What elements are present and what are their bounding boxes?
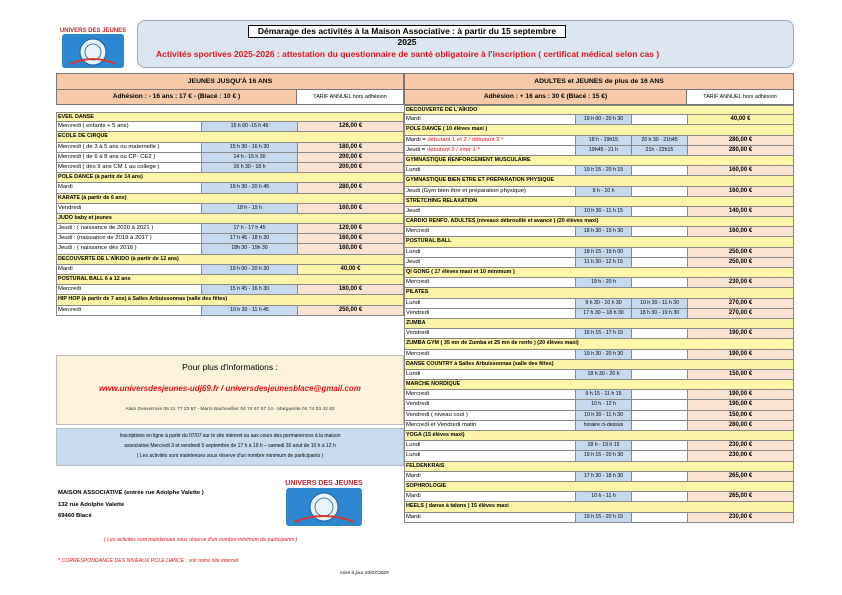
section-header: PILATES — [404, 288, 794, 298]
time-slot-2 — [631, 513, 687, 522]
participants-note: ( Les activités sont maintenues sous réserve d'un nombre minimum de participants ) — [104, 537, 298, 543]
table-row — [404, 227, 794, 237]
price: 160,00 € — [297, 234, 403, 243]
time-slot: 15 h 00 -15 h 45 — [201, 122, 297, 131]
table-row — [404, 309, 794, 319]
activity-day: Mardi — [58, 184, 73, 191]
activity-day: Vendredi — [406, 330, 430, 337]
activity-day: Mercredi — [406, 391, 429, 398]
price: 126,00 € — [297, 122, 403, 131]
activity-day: Mercredi — [58, 286, 81, 293]
logo-lettering: UNIVERS DES JEUNES — [285, 480, 363, 487]
youth-panel-title: JEUNES JUSQU'À 16 ANS — [56, 73, 404, 90]
table-row — [56, 265, 404, 275]
section-header: QI GONG ( 17 élèves maxi et 10 minimum ) — [404, 268, 794, 278]
price: 180,00 € — [297, 143, 403, 152]
section-header: DECOUVERTE DE L'AÏKIDO (à partir de 12 ans) — [56, 255, 404, 265]
info-title: Pour plus d'informations : — [182, 362, 278, 372]
website-email-link[interactable]: www.universdesjeunes-udj69.fr / universdesjeunesblace@gmail.com — [99, 384, 361, 393]
time-slot: 19 h 30 - 20 h 45 — [201, 183, 297, 192]
price: 270,00 € — [687, 309, 793, 318]
price: 40,00 € — [687, 115, 793, 124]
table-row — [404, 146, 794, 156]
time-slot: 17 h 45 - 18 h 30 — [201, 234, 297, 243]
time-slot: 19 h - 20 h — [575, 278, 631, 287]
activity-day: Lundi — [406, 370, 421, 377]
time-slot-2 — [631, 411, 687, 420]
time-slot-2 — [631, 390, 687, 399]
adult-panel — [404, 73, 794, 523]
time-slot-2 — [631, 492, 687, 501]
time-slot: 19 h 15 - 20 h 30 — [575, 451, 631, 460]
price: 40,00 € — [297, 265, 403, 274]
table-row — [404, 400, 794, 410]
time-slot: 10 h - 12 h — [575, 400, 631, 409]
price: 190,00 € — [687, 390, 793, 399]
time-slot-2 — [631, 441, 687, 450]
time-slot-2: 20 h 30 - 21h45 — [631, 136, 687, 145]
youth-activity-table — [56, 112, 404, 316]
activity-day: Mardi — [58, 265, 73, 272]
youth-panel — [56, 73, 404, 316]
address-block — [58, 488, 204, 523]
activity-day: Mercredi — [58, 306, 81, 313]
section-header: DECOUVERTE DE L'AÏKIDO — [404, 105, 794, 115]
inscriptions-box — [56, 428, 404, 466]
youth-adhesion: Adhésion : - 16 ans : 17 € - (Blacé : 10 € ) — [57, 90, 297, 104]
table-row — [404, 472, 794, 482]
time-slot-2: 21h - 22h15 — [631, 146, 687, 155]
time-slot: 18 h - 19 h — [201, 204, 297, 213]
time-slot-2 — [631, 278, 687, 287]
page-title: Démarage des activités à la Maison Associative : à partir du 15 septembre 2025 — [248, 25, 566, 38]
activity-day: Mardi — [406, 116, 421, 123]
univers-des-jeunes-logo — [60, 24, 126, 70]
table-row — [404, 207, 794, 217]
header-box — [137, 20, 794, 68]
activity-day: Mercredi ( de 3 à 5 ans ou maternelle ) — [58, 143, 160, 150]
activity-day — [405, 136, 575, 145]
activity-day-label: Mardi = — [406, 136, 428, 143]
table-row — [404, 350, 794, 360]
activity-day: Lundi — [406, 248, 421, 255]
price: 230,00 € — [687, 441, 793, 450]
table-row — [56, 285, 404, 295]
price: 150,00 € — [687, 411, 793, 420]
activity-day: Mercredi ( enfants + 5 ans) — [58, 123, 129, 130]
price: 190,00 € — [687, 400, 793, 409]
table-row — [404, 115, 794, 125]
table-row — [56, 306, 404, 316]
table-row — [404, 370, 794, 380]
section-header: POLE DANCE ( 10 élèves maxi ) — [404, 125, 794, 135]
activity-day: Vendredi ( niveau cool ) — [406, 411, 468, 418]
time-slot: 19h45 - 21 h — [575, 146, 631, 155]
youth-adhesion-row — [56, 90, 404, 105]
page-subtitle: Activités sportives 2025-2026 : attestation du questionnaire de santé obligatoire à l'inscription ( certificat médical selon cas ) — [156, 49, 660, 59]
activity-day: Mercredi ( dès 9 ans CM 1 au college ) — [58, 163, 160, 170]
time-slot: 10 h 30 - 11 h 15 — [575, 207, 631, 216]
section-header: GYMNASTIQUE BIEN ETRE ET PREPARATION PHYSIQUE — [404, 176, 794, 186]
activity-day: Mercredi — [406, 279, 429, 286]
table-row — [56, 163, 404, 173]
adult-adhesion: Adhésion : + 16 ans : 30 € (Blacé : 15 €) — [405, 90, 687, 104]
time-slot: 18 h 30 - 20 h — [575, 370, 631, 379]
activity-day: Jeudi : ( naissance dès 2016 ) — [58, 245, 137, 252]
address-line-2: 132 rue Adolphe Valette — [58, 501, 125, 508]
price: 265,00 € — [687, 492, 793, 501]
price: 280,00 € — [297, 183, 403, 192]
table-row — [56, 244, 404, 254]
time-slot: 18h 30 - 19h 30 — [201, 244, 297, 253]
time-slot: 18 h 15 - 19 h 00 — [575, 248, 631, 257]
table-row — [404, 329, 794, 339]
price: 200,00 € — [297, 153, 403, 162]
adult-tarif-header: TARIF ANNUEL hors adhésion — [687, 90, 793, 104]
time-slot-2 — [631, 115, 687, 124]
activity-day: Mardi — [406, 493, 421, 500]
section-header: POLE DANCE (à partir de 14 ans) — [56, 173, 404, 183]
table-row — [404, 451, 794, 461]
activity-day: Lundi — [406, 442, 421, 449]
price: 250,00 € — [687, 248, 793, 257]
time-slot: 10 h 30 - 11 h 30 — [575, 411, 631, 420]
adult-adhesion-row — [404, 90, 794, 105]
price: 160,00 € — [687, 166, 793, 175]
price: 190,00 € — [687, 329, 793, 338]
section-header: POSTURAL BALL 6 à 12 ans — [56, 275, 404, 285]
table-row — [56, 143, 404, 153]
table-row — [404, 390, 794, 400]
price: 120,00 € — [297, 224, 403, 233]
section-header: CARDIO RENFO. ADULTES (niveaux débrouillé et avancé ) (20 élèves maxi) — [404, 217, 794, 227]
pole-dance-level: débutant 1 et 2 / débutant 2 * — [427, 136, 504, 143]
table-row — [404, 187, 794, 197]
time-slot: 15 h 45 - 16 h 30 — [201, 285, 297, 294]
time-slot: 19 h 00 - 20 h 30 — [575, 115, 631, 124]
activity-day: Lundi — [406, 167, 421, 174]
time-slot-2 — [631, 421, 687, 430]
section-header: ZUMBA — [404, 319, 794, 329]
price: 160,00 € — [687, 187, 793, 196]
time-slot: 17 h - 17 h 45 — [201, 224, 297, 233]
inscriptions-line-1: Inscriptions en ligne à partir du 07/07 sur le site internet ou aux cours des permanences à la maison — [119, 433, 341, 439]
table-row — [404, 166, 794, 176]
activity-day: Mercredi et Vendredi matin — [406, 421, 477, 428]
time-slot: 9 h 30 - 10 h 30 — [575, 299, 631, 308]
time-slot: 17 h 30 – 18 h 30 — [575, 309, 631, 318]
time-slot-2 — [631, 400, 687, 409]
activity-day — [405, 146, 575, 155]
section-header: FELDENKRAIS — [404, 462, 794, 472]
section-header: ZUMBA GYM ( 35 mn de Zumba et 25 mn de renfo ) (20 élèves maxi) — [404, 339, 794, 349]
adult-panel-title: ADULTES et JEUNES de plus de 16 ANS — [404, 73, 794, 90]
price: 140,00 € — [687, 207, 793, 216]
univers-des-jeunes-logo-bottom — [276, 476, 372, 526]
table-row — [404, 492, 794, 502]
section-header: HEELS ( danse à talons ) 15 élèves maxi — [404, 502, 794, 512]
price: 280,00 € — [687, 421, 793, 430]
table-row — [404, 278, 794, 288]
price: 250,00 € — [687, 258, 793, 267]
time-slot: 15 h 30 - 16 h 30 — [201, 143, 297, 152]
time-slot-2 — [631, 166, 687, 175]
time-slot-2 — [631, 258, 687, 267]
info-box — [56, 355, 404, 425]
price: 160,00 € — [297, 204, 403, 213]
section-header: MARCHE NORDIQUE — [404, 380, 794, 390]
activity-day: Mercredi — [406, 228, 429, 235]
time-slot-2 — [631, 207, 687, 216]
section-header: EVEIL DANSE — [56, 112, 404, 122]
price: 190,00 € — [687, 350, 793, 359]
time-slot-2: 10 h 30 - 11 h 30 — [631, 299, 687, 308]
table-row — [404, 136, 794, 146]
activity-day: Vendredi — [406, 309, 430, 316]
section-header: ECOLE DE CIRQUE — [56, 132, 404, 142]
table-row — [56, 153, 404, 163]
table-row — [56, 122, 404, 132]
activity-day: Jeudi : ( naissance de 2020 à 2021 ) — [58, 225, 154, 232]
price: 160,00 € — [297, 244, 403, 253]
time-slot-2 — [631, 350, 687, 359]
inscriptions-line-3: ( Les activités sont maintenues sous réserve d'un nombre minimum de participants ) — [136, 453, 324, 459]
price: 270,00 € — [687, 299, 793, 308]
time-slot: 18 h - 19 h 15 — [575, 441, 631, 450]
logo-lettering: UNIVERS DES JEUNES — [60, 28, 126, 34]
time-slot: 19 h 15 - 20 h 15 — [575, 513, 631, 522]
activity-day: Lundi — [406, 452, 421, 459]
price: 265,00 € — [687, 472, 793, 481]
activity-day: Jeudi : (naissance de 2019 à 2017 ) — [58, 235, 152, 242]
time-slot: 16 h 15 - 17 h 15 — [575, 329, 631, 338]
time-slot: 9 h - 10 h — [575, 187, 631, 196]
price: 200,00 € — [297, 163, 403, 172]
time-slot: 19 h 30 - 20 h 30 — [575, 350, 631, 359]
section-header: DANSE COUNTRY à Salles Arbuissonnas (salle des fêtes) — [404, 360, 794, 370]
table-row — [404, 258, 794, 268]
time-slot: 17 h 30 - 18 h 30 — [575, 472, 631, 481]
table-row — [404, 513, 794, 523]
time-slot: 10 h - 11 h — [575, 492, 631, 501]
table-row — [56, 224, 404, 234]
update-date: mise à jour 03/07/2025 — [340, 571, 389, 576]
time-slot: 9 h 15 - 11 h 15 — [575, 390, 631, 399]
activity-day: Jeudi — [406, 258, 421, 265]
activity-day: Jeudi — [406, 207, 421, 214]
time-slot-2 — [631, 187, 687, 196]
section-header: KARATE (à partir de 6 ans) — [56, 194, 404, 204]
price: 280,00 € — [687, 136, 793, 145]
table-row — [404, 299, 794, 309]
time-slot: 18 h 30 - 19 h 30 — [575, 227, 631, 236]
inscriptions-line-2: associative Mercredi 3 et vendredi 5 septembre de 17 h à 19 h – samedi 30 aout de 10 h à 12 h — [124, 443, 336, 449]
table-row — [56, 183, 404, 193]
time-slot-2 — [631, 248, 687, 257]
price: 230,00 € — [687, 451, 793, 460]
time-slot: 19 h 15 - 20 h 15 — [575, 166, 631, 175]
section-header: SOPHROLOGIE — [404, 482, 794, 492]
time-slot: horaire ci-dessus — [575, 421, 631, 430]
time-slot-2 — [631, 227, 687, 236]
time-slot-2 — [631, 451, 687, 460]
pole-dance-levels-note: * CORRESPONDANCE DES NIVEAUX POLE DANCE : voir notre site internet — [58, 558, 239, 564]
section-header: YOGA (15 élèves maxi) — [404, 431, 794, 441]
time-slot-2 — [631, 472, 687, 481]
table-row — [404, 248, 794, 258]
time-slot-2 — [631, 329, 687, 338]
price: 230,00 € — [687, 513, 793, 522]
activity-day: Lundi — [406, 299, 421, 306]
activity-day-label: Jeudi = — [406, 146, 427, 153]
section-header: JUDO baby et jeunes — [56, 214, 404, 224]
time-slot-2: 18 h 30 - 19 h 30 — [631, 309, 687, 318]
time-slot: 11 h 30 - 12 h 15 — [575, 258, 631, 267]
activity-day: Vendredi — [58, 204, 82, 211]
address-line-1: MAISON ASSOCIATIVE (entrée rue Adolphe Valette ) — [58, 490, 204, 496]
time-slot: 14 h - 15 h 30 — [201, 153, 297, 162]
price: 280,00 € — [687, 146, 793, 155]
section-header: STRETCHING RELAXATION — [404, 197, 794, 207]
activity-day: Mardi — [406, 513, 421, 520]
time-slot: 18 h - 19h15 — [575, 136, 631, 145]
section-header: POSTURAL BALL — [404, 237, 794, 247]
table-row — [404, 421, 794, 431]
activity-day: Mardi — [406, 472, 421, 479]
table-row — [404, 441, 794, 451]
time-slot-2 — [631, 370, 687, 379]
price: 160,00 € — [687, 227, 793, 236]
time-slot: 16 h 30 - 18 h — [201, 163, 297, 172]
activity-day: Jeudi (Gym bien être et préparation physique) — [406, 187, 526, 194]
adult-activity-table — [404, 105, 794, 523]
time-slot: 10 h 30 - 11 h 45 — [201, 306, 297, 315]
address-line-3: 69460 Blacé — [58, 513, 92, 520]
contact-phones: Alain Desvernois 06 31 77 23 57 - Mario Bachevillier 04 74 67 57 14 - Marguerite 04 74 03 42 82 — [125, 407, 335, 412]
table-row — [404, 411, 794, 421]
table-row — [56, 234, 404, 244]
price: 250,00 € — [297, 306, 403, 315]
youth-tarif-header: TARIF ANNUEL hors adhésion — [297, 90, 403, 104]
price: 230,00 € — [687, 278, 793, 287]
activity-day: Mercredi — [406, 350, 429, 357]
table-row — [56, 204, 404, 214]
time-slot: 19 h 00 - 20 h 30 — [201, 265, 297, 274]
section-header: GYMNASTIQUE RENFORCEMENT MUSCULAIRE — [404, 156, 794, 166]
activity-day: Mercredi ( de 6 à 8 ans ou CP- CE2 ) — [58, 153, 156, 160]
activity-day: Vendredi — [406, 401, 430, 408]
pole-dance-level: débutant 2 / inter 1 * — [426, 146, 480, 153]
price: 160,00 € — [297, 285, 403, 294]
price: 150,00 € — [687, 370, 793, 379]
section-header: HIP HOP (à partir de 7 ans) à Salles Arbuissonnas (salle des fêtes) — [56, 295, 404, 305]
